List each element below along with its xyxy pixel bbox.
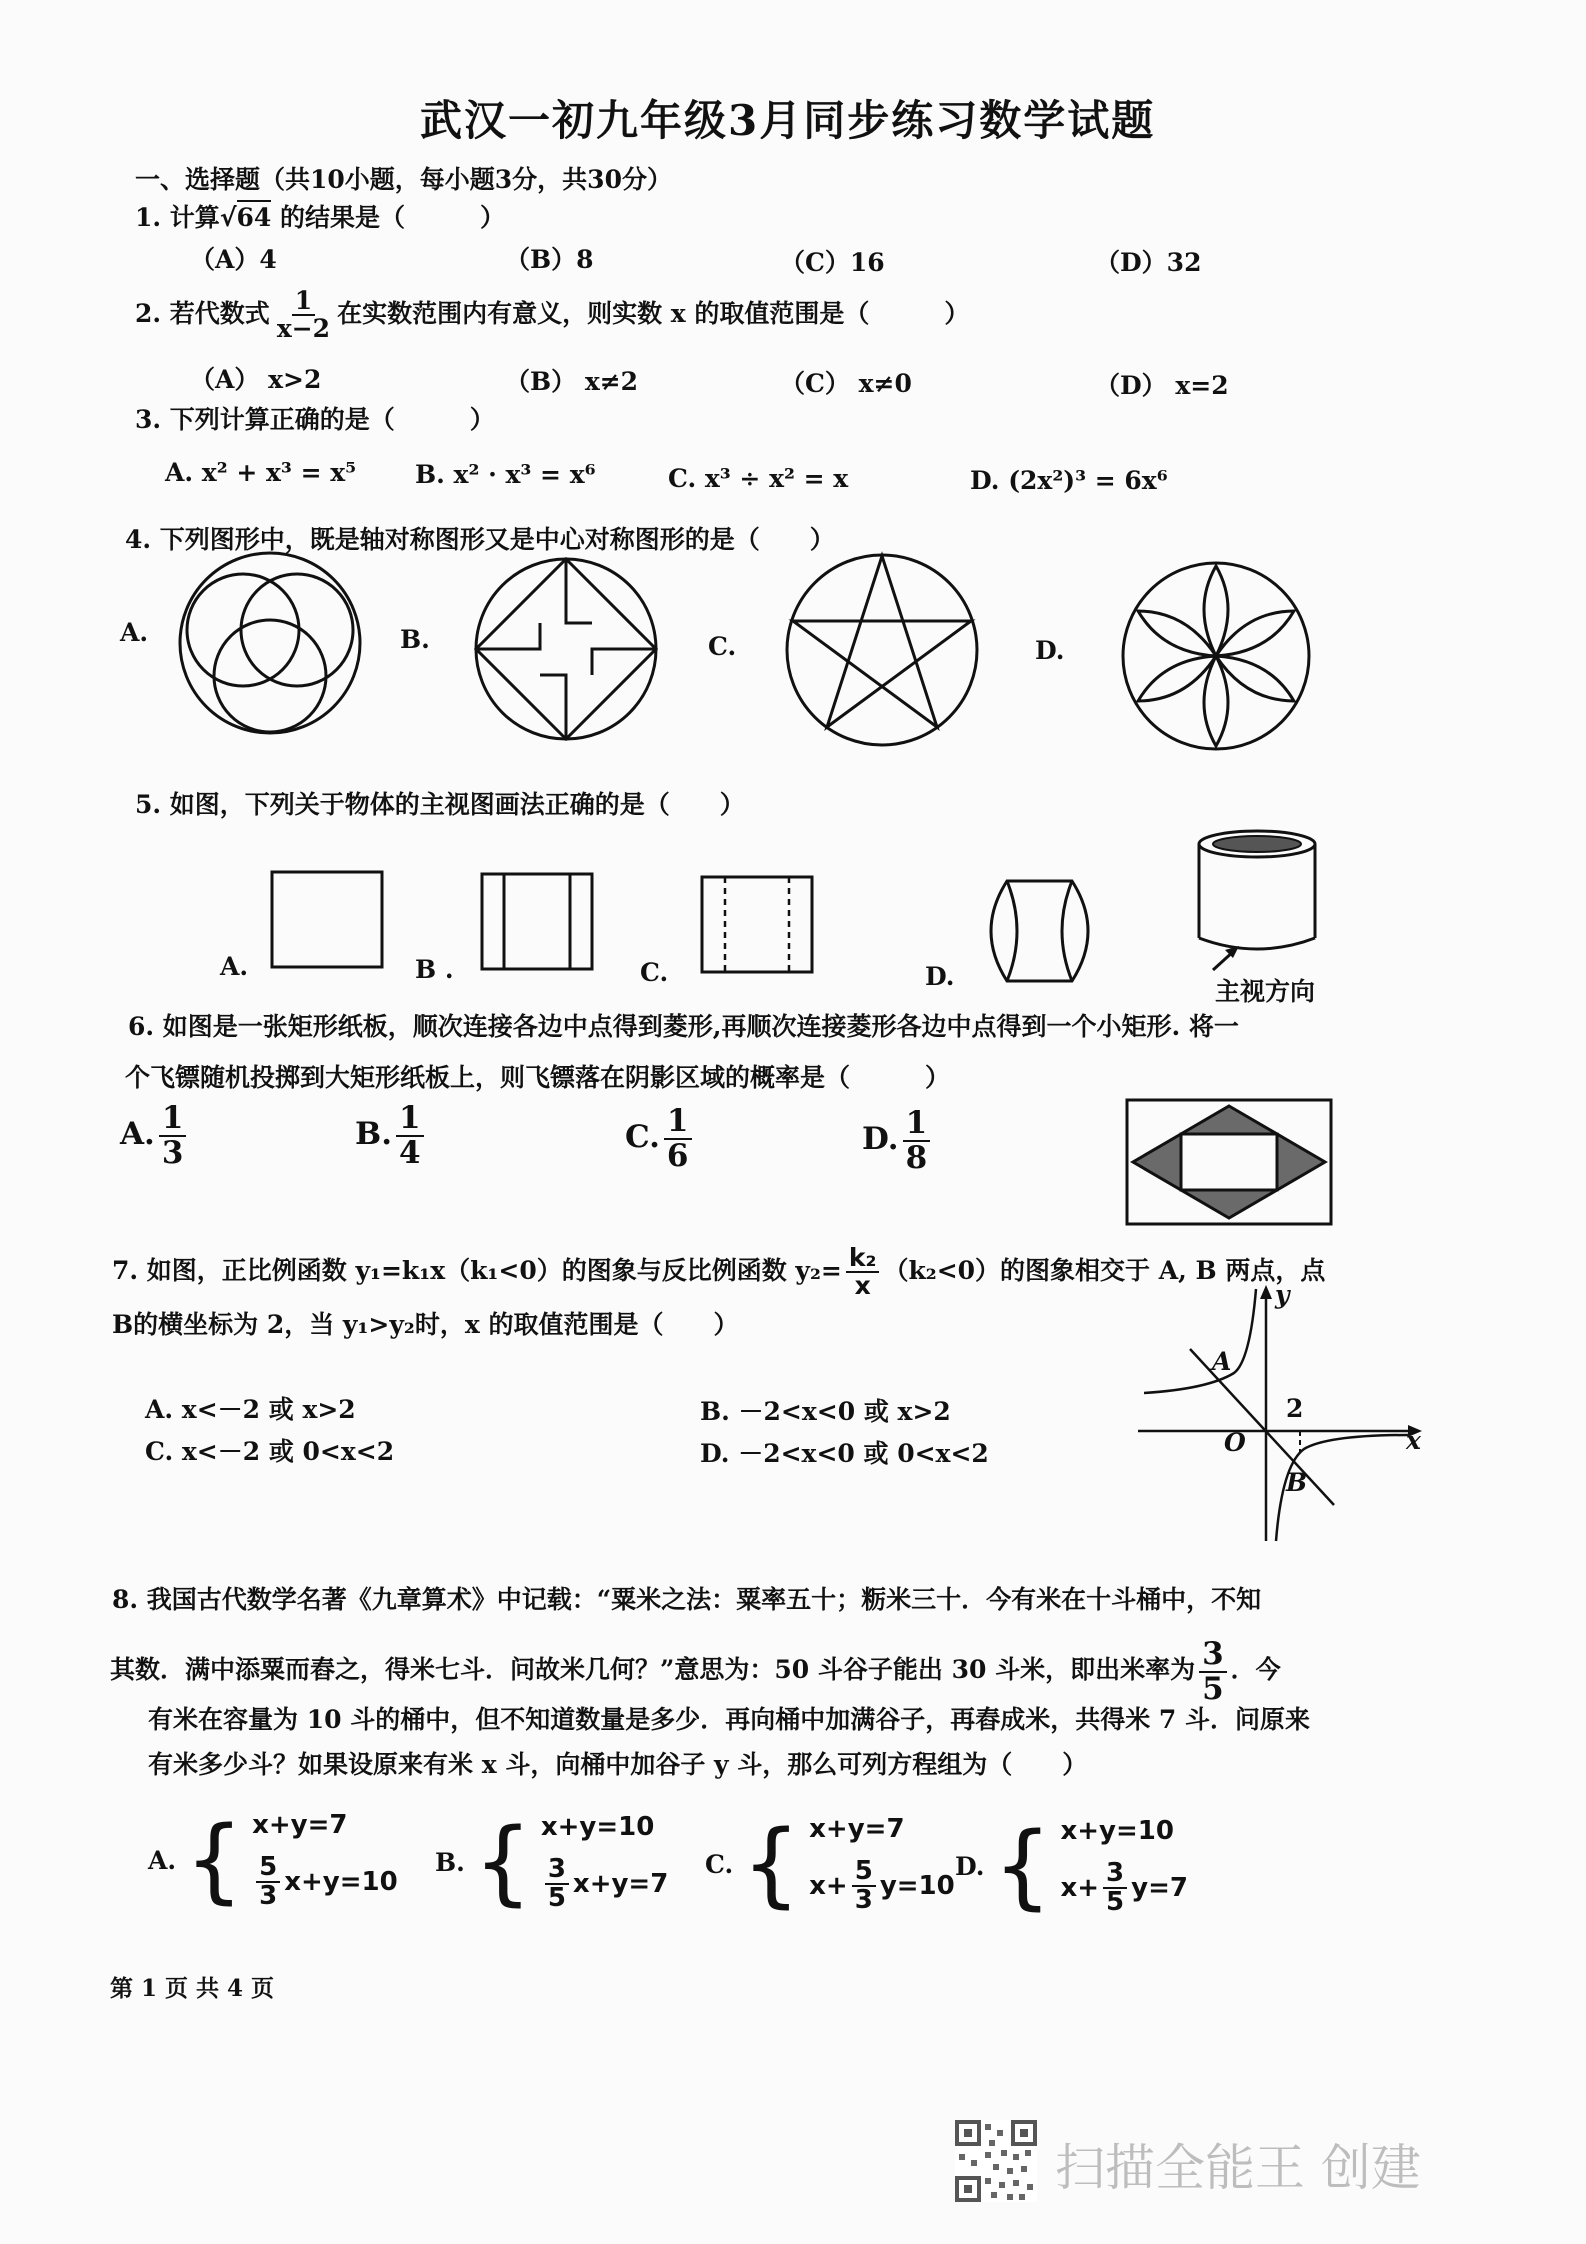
qr-code-icon bbox=[955, 2120, 1037, 2202]
q6-option-b: B. $\frac{1}{4}$ bbox=[355, 1102, 428, 1169]
q7-option-d: D. －2<x<0 或 0<x<2 bbox=[700, 1439, 989, 1468]
q7-graph-y-label: y bbox=[1275, 1280, 1290, 1309]
q5-figure-c bbox=[700, 875, 815, 975]
q8-stem-line4: 有米多少斗？如果设原来有米 x 斗，向桶中加谷子 y 斗，那么可列方程组为（ ） bbox=[148, 1750, 1088, 1779]
q7-stem-line2: B的横坐标为 2，当 y₁>y₂时，x 的取值范围是（ ） bbox=[112, 1310, 739, 1339]
q2-option-d: （D） x=2 bbox=[1095, 371, 1229, 400]
q8-option-a: A. { x+y=7 $\frac{5}{3}$ x+y=10 bbox=[148, 1806, 398, 1914]
page-footer: 第 1 页 共 4 页 bbox=[110, 1975, 275, 2002]
q5-cylinder bbox=[1195, 828, 1325, 978]
q7-option-a: A. x<－2 或 x>2 bbox=[145, 1395, 356, 1424]
q1-option-a: （A）4 bbox=[190, 245, 277, 274]
q5-label-b: B . bbox=[415, 955, 454, 984]
q5-view-direction-label: 主视方向 bbox=[1215, 977, 1316, 1006]
q5-stem: 5. 如图，下列关于物体的主视图画法正确的是（ ） bbox=[135, 790, 745, 819]
q4-stem: 4. 下列图形中，既是轴对称图形又是中心对称图形的是（ ） bbox=[125, 525, 835, 554]
q8-option-c: C. { x+y=7 x+ $\frac{5}{3}$ y=10 bbox=[705, 1810, 955, 1918]
q5-label-a: A. bbox=[220, 952, 249, 981]
q1-radicand: 64 bbox=[237, 200, 272, 232]
q7-option-b: B. －2<x<0 或 x>2 bbox=[700, 1397, 951, 1426]
q5-label-c: C. bbox=[640, 958, 669, 987]
q6-stem-line1: 6. 如图是一张矩形纸板，顺次连接各边中点得到菱形,再顺次连接菱形各边中点得到一个小矩形. 将一 bbox=[128, 1012, 1239, 1041]
q2-option-a: （A） x>2 bbox=[190, 365, 322, 394]
q1-stem: 1. 计算√64 的结果是（ ） bbox=[135, 198, 505, 234]
q1-option-d: （D）32 bbox=[1095, 248, 1202, 277]
q1-option-c: （C）16 bbox=[780, 248, 885, 277]
q7-graph-point-a: A bbox=[1212, 1347, 1232, 1376]
q8-option-b: B. { x+y=10 $\frac{3}{5}$ x+y=7 bbox=[435, 1808, 669, 1916]
q2-stem: 2. 若代数式 $\frac{1}{x-2}$ 在实数范围内有意义，则实数 x 的取值范围是（ ） bbox=[135, 286, 970, 344]
q7-graph-point-b: B bbox=[1286, 1468, 1308, 1497]
q3-stem: 3. 下列计算正确的是（ ） bbox=[135, 405, 495, 434]
q2-fraction: $\frac{1}{x-2}$ bbox=[276, 286, 331, 344]
q6-stem-line2: 个飞镖随机投掷到大矩形纸板上，则飞镖落在阴影区域的概率是（ ） bbox=[125, 1063, 951, 1092]
q6-option-d: D. $\frac{1}{8}$ bbox=[862, 1107, 934, 1174]
q4-figure-c bbox=[782, 550, 982, 750]
q8-stem-line1: 8. 我国古代数学名著《九章算术》中记载：“粟米之法：粟率五十；粝米三十．今有米在十斗桶中，不知 bbox=[112, 1585, 1262, 1614]
q8-stem-line3: 有米在容量为 10 斗的桶中，但不知道数量是多少．再向桶中加满谷子，再舂成米，共得米 7 斗．问原来 bbox=[148, 1705, 1311, 1734]
q4-label-c: C. bbox=[708, 632, 737, 661]
q3-option-c: C. x³ ÷ x² = x bbox=[668, 464, 849, 493]
q5-label-d: D. bbox=[925, 962, 955, 991]
q5-figure-d bbox=[982, 877, 1097, 985]
scanner-watermark: 扫描全能王 创建 bbox=[1055, 2139, 1421, 2197]
q7-graph-x-label: x bbox=[1406, 1426, 1421, 1455]
q3-option-d: D. (2x²)³ = 6x⁶ bbox=[970, 466, 1168, 495]
q4-label-a: A. bbox=[120, 618, 149, 647]
q4-figure-b bbox=[470, 553, 662, 745]
q2-option-b: （B） x≠2 bbox=[505, 367, 639, 396]
q6-figure bbox=[1125, 1098, 1333, 1228]
q4-label-d: D. bbox=[1035, 636, 1065, 665]
q4-figure-d bbox=[1118, 558, 1314, 754]
q6-option-a: A. $\frac{1}{3}$ bbox=[120, 1102, 190, 1169]
q7-graph-tick-2: 2 bbox=[1286, 1394, 1304, 1423]
q6-option-c: C. $\frac{1}{6}$ bbox=[625, 1105, 696, 1172]
q4-figure-a bbox=[175, 548, 365, 738]
q7-graph-origin-label: O bbox=[1224, 1428, 1246, 1457]
q5-figure-a bbox=[270, 870, 385, 970]
q4-label-b: B. bbox=[400, 625, 430, 654]
q7-stem-line1: 7. 如图，正比例函数 y₁=k₁x（k₁<0）的图象与反比例函数 y₂= $\frac{\text{k₂}}{x}$ （k₂<0）的图象相交于 A, B 两点，点 bbox=[112, 1243, 1326, 1301]
q1-option-b: （B）8 bbox=[505, 245, 594, 274]
q8-stem-line2: 其数．满中添粟而舂之，得米七斗．问故米几何？”意思为：50 斗谷子能出 30 斗米，即出米率为 $\frac{3}{5}$ ．今 bbox=[110, 1636, 1281, 1707]
q7-option-c: C. x<－2 或 0<x<2 bbox=[145, 1437, 395, 1466]
page-title: 武汉一初九年级3月同步练习数学试题 bbox=[420, 96, 1156, 145]
section-heading: 一、选择题（共10小题，每小题3分，共30分） bbox=[135, 165, 672, 194]
q3-option-b: B. x² · x³ = x⁶ bbox=[415, 460, 596, 489]
q2-option-c: （C） x≠0 bbox=[780, 369, 912, 398]
q7-graph bbox=[1138, 1285, 1423, 1545]
q3-option-a: A. x² + x³ = x⁵ bbox=[165, 458, 357, 487]
q8-option-d: D. { x+y=10 x+ $\frac{3}{5}$ y=7 bbox=[955, 1812, 1188, 1920]
q5-figure-b bbox=[480, 872, 595, 972]
